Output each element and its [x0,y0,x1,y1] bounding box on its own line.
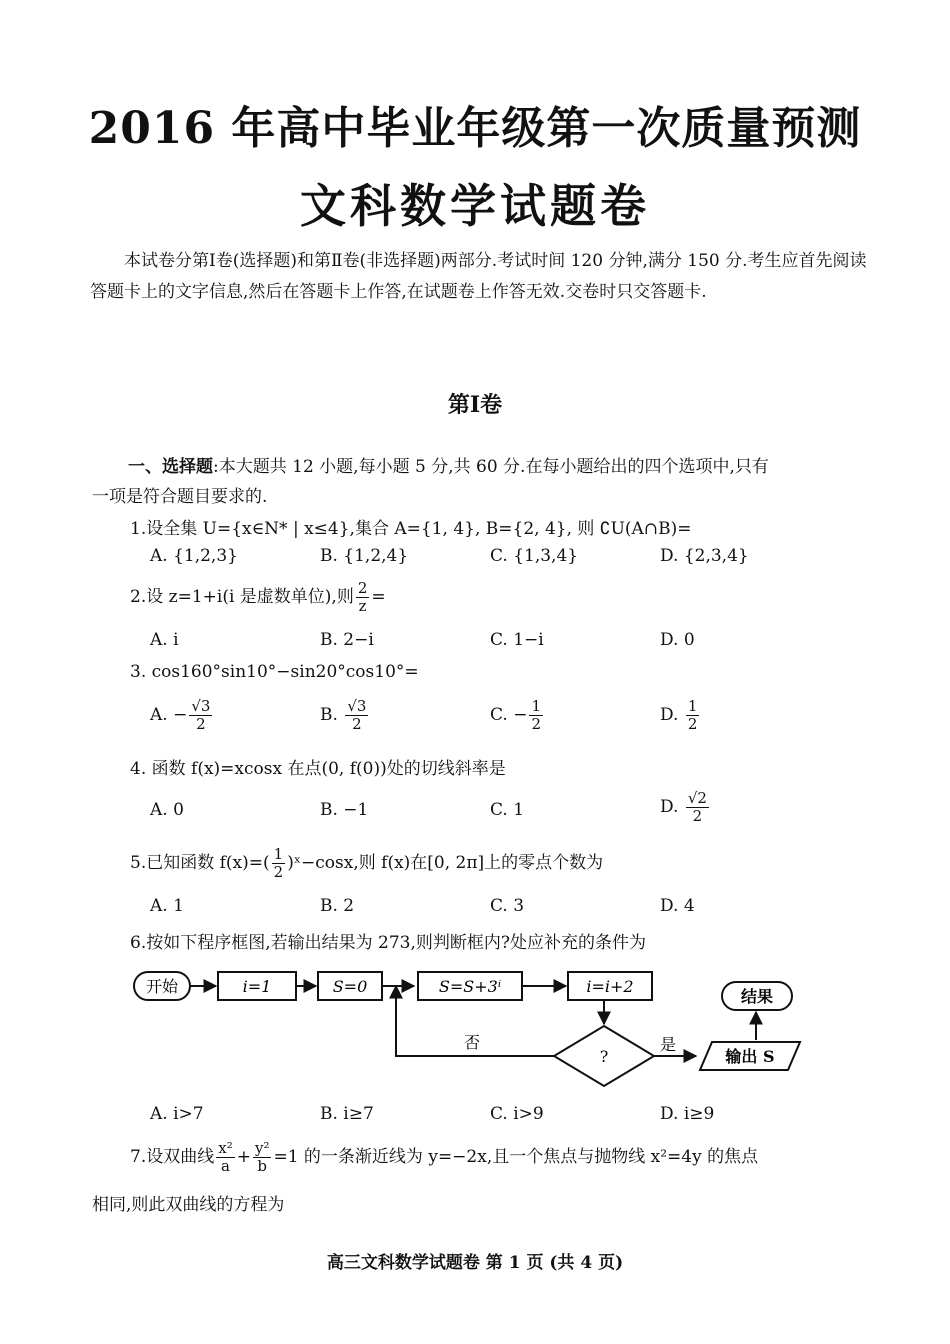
q5-option-b: B. 2 [320,896,355,916]
q6-stem: 6.按如下程序框图,若输出结果为 273,则判断框内?处应补充的条件为 [130,933,646,953]
q4-d-fraction [686,790,709,825]
q2-stem-post: = [371,587,386,607]
q1-option-d: D. {2,3,4} [660,546,749,566]
flow-update-s-label: S=S+3ⁱ [438,977,502,996]
q5-stem-pre: 5.已知函数 f(x)=( [130,853,270,873]
flow-output-label: 输出 S [725,1047,775,1066]
q4-option-c: C. 1 [490,800,525,820]
title-line-2: 文科数学试题卷 [300,179,650,233]
title-line-1: 2016 年高中毕业年级第一次质量预测 [88,103,862,154]
q2-frac-num: 2 [357,579,368,597]
q3-option-b [320,698,370,733]
q5-option-c: C. 3 [490,896,525,916]
q1-stem: 1.设全集 U={x∈N* | x≤4},集合 A={1, 4}, B={2, 4}, 则 ∁U(A∩B)= [130,519,692,539]
q2-stem [130,580,386,615]
q4-d-num: √2 [687,789,707,807]
q3-a-prefix: A. − [150,705,188,725]
flow-no-label: 否 [463,1033,481,1052]
section-title: 第Ⅰ卷 [447,392,503,418]
q3-option-d [660,698,701,733]
q3-b-num: √3 [347,697,367,715]
q7-f1-den: a [221,1157,230,1175]
q3-option-c [490,698,545,733]
q7-plus: + [236,1147,251,1167]
q1-option-b: B. {1,2,4} [320,546,409,566]
q7-fraction-2 [253,1140,272,1175]
part1-instructions-1: :本大题共 12 小题,每小题 5 分,共 60 分.在每小题给出的四个选项中,只有 [213,457,769,477]
part1-heading: 一、选择题 [128,457,213,477]
q3-a-num: √3 [191,697,211,715]
flow-init-s-label: S=0 [332,977,368,996]
q1-option-a: A. {1,2,3} [150,546,238,566]
q6-option-b: B. i≥7 [320,1104,374,1124]
q7-stem-line-2: 相同,则此双曲线的方程为 [92,1195,285,1215]
flow-update-i-label: i=i+2 [586,977,634,996]
q4-stem: 4. 函数 f(x)=xcosx 在点(0, f(0))处的切线斜率是 [130,759,506,779]
q3-d-fraction [686,698,700,733]
q5-option-a: A. 1 [150,896,184,916]
q6-option-c: C. i>9 [490,1104,544,1124]
q1-option-c: C. {1,3,4} [490,546,579,566]
q3-c-den: 2 [531,715,541,733]
q3-a-fraction [189,698,212,733]
q7-fraction-1 [216,1140,234,1175]
q4-option-a: A. 0 [150,800,184,820]
q7-f2-num: y² [254,1139,270,1157]
q3-b-den: 2 [352,715,362,733]
flow-decision-label: ? [599,1047,609,1066]
q5-frac-num: 1 [273,845,284,863]
q2-stem-pre: 2.设 z=1+i(i 是虚数单位),则 [130,587,354,607]
q3-c-num: 1 [531,697,541,715]
q2-option-b: B. 2−i [320,630,374,650]
page-footer: 高三文科数学试题卷 第 1 页 (共 4 页) [326,1253,624,1273]
q3-d-prefix: D. [660,705,684,725]
q6-option-d: D. i≥9 [660,1104,715,1124]
q3-d-den: 2 [687,715,698,733]
q3-a-den: 2 [196,715,206,733]
q3-b-fraction [345,698,368,733]
q5-frac-den: 2 [273,863,284,881]
flow-init-i-label: i=1 [242,977,272,996]
q7-stem-pre: 7.设双曲线 [130,1147,215,1167]
q2-fraction [356,580,370,615]
q2-option-d: D. 0 [660,630,695,650]
q4-option-d [660,790,711,825]
q7-stem [130,1140,758,1175]
q5-fraction [272,846,286,881]
q3-c-fraction [529,698,543,733]
part1-instructions-2: 一项是符合题目要求的. [92,487,268,507]
q7-f1-num: x² [218,1139,233,1157]
q2-frac-den: z [358,597,367,615]
part1-heading-line [128,452,769,477]
intro-paragraph: 本试卷分第Ⅰ卷(选择题)和第Ⅱ卷(非选择题)两部分.考试时间 120 分钟,满分 150 分.考生应首先阅读答题卡上的文字信息,然后在答题卡上作答,在试题卷上作答无效.交卷时只交答题卡. [90,251,867,302]
q3-option-a [150,698,214,733]
q7-f2-den: b [257,1157,268,1175]
q7-stem-post: =1 的一条渐近线为 y=−2x,且一个焦点与抛物线 x²=4y 的焦点 [273,1147,759,1167]
q4-d-prefix: D. [660,797,684,817]
q4-option-b: B. −1 [320,800,369,820]
q2-option-a: A. i [150,630,179,650]
q5-stem [130,846,603,881]
q3-c-prefix: C. − [490,705,528,725]
q3-b-prefix: B. [320,705,344,725]
q4-d-den: 2 [692,807,703,825]
flow-yes-label: 是 [659,1035,677,1054]
flow-end-label: 结果 [740,987,774,1006]
q3-stem: 3. cos160°sin10°−sin20°cos10°= [130,662,419,682]
q5-stem-post: )ˣ−cosx,则 f(x)在[0, 2π]上的零点个数为 [287,853,604,873]
q6-option-a: A. i>7 [150,1104,204,1124]
q3-d-num: 1 [687,697,698,715]
q5-option-d: D. 4 [660,896,695,916]
flow-start-label: 开始 [145,977,179,996]
flowchart [120,960,820,1090]
q2-option-c: C. 1−i [490,630,544,650]
